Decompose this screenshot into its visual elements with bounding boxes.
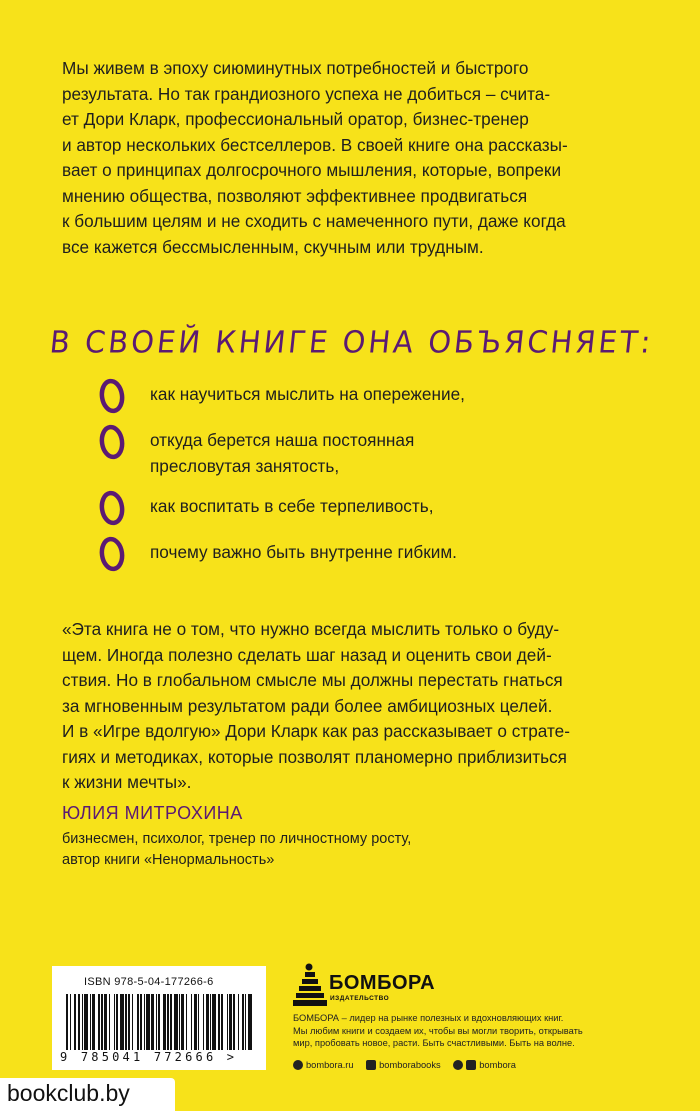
barcode <box>52 966 266 1070</box>
barcode-stripe <box>179 994 180 1050</box>
publisher-text-line: мир, пробовать новое, расти. Быть счастливыми. Быть на волне. <box>293 1038 575 1048</box>
publisher-description <box>293 1012 653 1050</box>
watermark-text: bookclub.by <box>7 1080 130 1106</box>
barcode-stripe <box>221 994 223 1050</box>
barcode-stripe <box>98 994 99 1050</box>
author-desc-line: автор книги «Ненормальность» <box>62 852 275 868</box>
barcode-stripe <box>114 994 115 1050</box>
barcode-stripe <box>156 994 157 1050</box>
barcode-stripe <box>116 994 117 1050</box>
bullet-text: почему важно быть внутренне гибким. <box>150 542 457 562</box>
publisher-subtitle: ИЗДАТЕЛЬСТВО <box>330 995 390 1002</box>
youtube-icon <box>466 1060 476 1070</box>
barcode-stripe <box>242 994 243 1050</box>
quote-line: «Эта книга не о том, что нужно всегда мыслить только о буду- <box>62 619 560 639</box>
barcode-stripe <box>227 994 228 1050</box>
circle-marker-icon <box>96 534 128 574</box>
telegram-icon <box>453 1060 463 1070</box>
intro-line: ет Дори Кларк, профессиональный оратор, бизнес-тренер <box>62 109 529 129</box>
barcode-stripe <box>70 994 71 1050</box>
circle-marker-icon <box>96 422 128 462</box>
barcode-bars <box>66 994 252 1050</box>
barcode-stripe <box>104 994 106 1050</box>
social-vk[interactable] <box>366 1060 441 1070</box>
publisher-logo <box>293 962 436 1010</box>
social-label: bombora.ru <box>306 1060 354 1070</box>
quote-line: ствия. Но в глобальном смысле мы должны перестать гнаться <box>62 670 563 690</box>
intro-line: Мы живем в эпоху сиюминутных потребностей и быстрого <box>62 58 529 78</box>
quote-paragraph <box>62 617 622 796</box>
barcode-stripe <box>92 994 94 1050</box>
barcode-stripe <box>229 994 231 1050</box>
barcode-stripe <box>218 994 219 1050</box>
quote-line: гиях и методиках, которые позволят планомерно приблизиться <box>62 746 567 767</box>
barcode-stripe <box>203 994 204 1050</box>
quote-line: щем. Иногда полезно сделать шаг назад и оценить свои дей- <box>62 644 552 665</box>
barcode-stripe <box>144 994 145 1050</box>
barcode-stripe <box>163 994 165 1050</box>
barcode-stripe <box>233 994 235 1050</box>
barcode-stripe <box>146 994 150 1050</box>
barcode-stripe <box>194 994 196 1050</box>
barcode-stripe <box>128 994 129 1050</box>
barcode-stripe <box>186 994 187 1050</box>
section-headline: В СВОЕЙ КНИГЕ ОНА ОБЪЯСНЯЕТ: <box>48 324 656 360</box>
social-label: bomborabooks <box>379 1060 441 1070</box>
isbn-label: ISBN 978-5-04-177266-6 <box>84 976 214 988</box>
barcode-stripe <box>140 994 141 1050</box>
social-label: bombora <box>479 1060 516 1070</box>
vk-icon <box>366 1060 376 1070</box>
barcode-stripe <box>90 994 91 1050</box>
barcode-stripe <box>212 994 216 1050</box>
barcode-number: 9 785041 772666 > <box>60 1050 238 1064</box>
barcode-stripe <box>191 994 192 1050</box>
quote-author-name: ЮЛИЯ МИТРОХИНА <box>62 803 243 823</box>
barcode-stripe <box>84 994 88 1050</box>
intro-line: результата. Но так грандиозного успеха не добиться – счита- <box>62 83 551 104</box>
intro-line: и автор нескольких бестселлеров. В своей книге она рассказы- <box>62 134 568 155</box>
barcode-stripe <box>151 994 153 1050</box>
bullet-text: откуда берется наша постоянная <box>150 430 415 450</box>
intro-line: все кажется бессмысленным, скучным или трудным. <box>62 236 484 257</box>
barcode-stripe <box>125 994 127 1050</box>
publisher-name: БОМБОРА <box>329 972 436 994</box>
barcode-stripe <box>181 994 183 1050</box>
barcode-stripe <box>245 994 246 1050</box>
bullet-text: как воспитать в себе терпеливость, <box>150 496 434 516</box>
bullet-text: как научиться мыслить на опережение, <box>150 384 465 404</box>
barcode-stripe <box>248 994 252 1050</box>
intro-line: к большим целям и не сходить с намеченного пути, даже когда <box>62 211 566 231</box>
circle-marker-icon <box>96 376 128 416</box>
barcode-stripe <box>174 994 178 1050</box>
circle-marker-icon <box>96 488 128 528</box>
bombora-logo-icon <box>293 962 327 1008</box>
publisher-text-line: Мы любим книги и создаем их, чтобы вы могли творить, открывать <box>293 1025 583 1036</box>
barcode-stripe <box>158 994 159 1050</box>
barcode-stripe <box>101 994 103 1050</box>
social-telegram-youtube[interactable] <box>453 1060 516 1070</box>
publisher-text-line: БОМБОРА – лидер на рынке полезных и вдохновляющих книг. <box>293 1013 564 1023</box>
intro-paragraph <box>62 56 602 260</box>
barcode-stripe <box>198 994 199 1050</box>
publisher-socials <box>293 1060 526 1074</box>
quote-line: к жизни мечты». <box>62 772 192 792</box>
social-website[interactable] <box>293 1060 354 1070</box>
quote-author-description <box>62 829 411 871</box>
barcode-stripe <box>167 994 169 1050</box>
intro-line: мнению общества, позволяют эффективнее продвигаться <box>62 185 528 206</box>
barcode-stripe <box>82 994 83 1050</box>
barcode-stripe <box>66 994 68 1050</box>
barcode-stripe <box>78 994 80 1050</box>
barcode-stripe <box>238 994 239 1050</box>
watermark <box>0 1078 175 1111</box>
bullet-text: пресловутая занятость, <box>150 455 340 476</box>
barcode-stripe <box>206 994 208 1050</box>
instagram-icon <box>293 1060 303 1070</box>
barcode-stripe <box>109 994 110 1050</box>
barcode-stripe <box>210 994 211 1050</box>
barcode-stripe <box>120 994 124 1050</box>
barcode-stripe <box>132 994 133 1050</box>
barcode-stripe <box>137 994 139 1050</box>
author-desc-line: бизнесмен, психолог, тренер по личностному росту, <box>62 831 412 847</box>
barcode-stripe <box>170 994 171 1050</box>
intro-line: вает о принципах долгосрочного мышления, которые, вопреки <box>62 160 562 180</box>
barcode-stripe <box>74 994 75 1050</box>
quote-line: за мгновенным результатом ради более амбициозных целей. <box>62 695 553 716</box>
quote-line: И в «Игре вдолгую» Дори Кларк как раз рассказывает о страте- <box>62 721 570 741</box>
